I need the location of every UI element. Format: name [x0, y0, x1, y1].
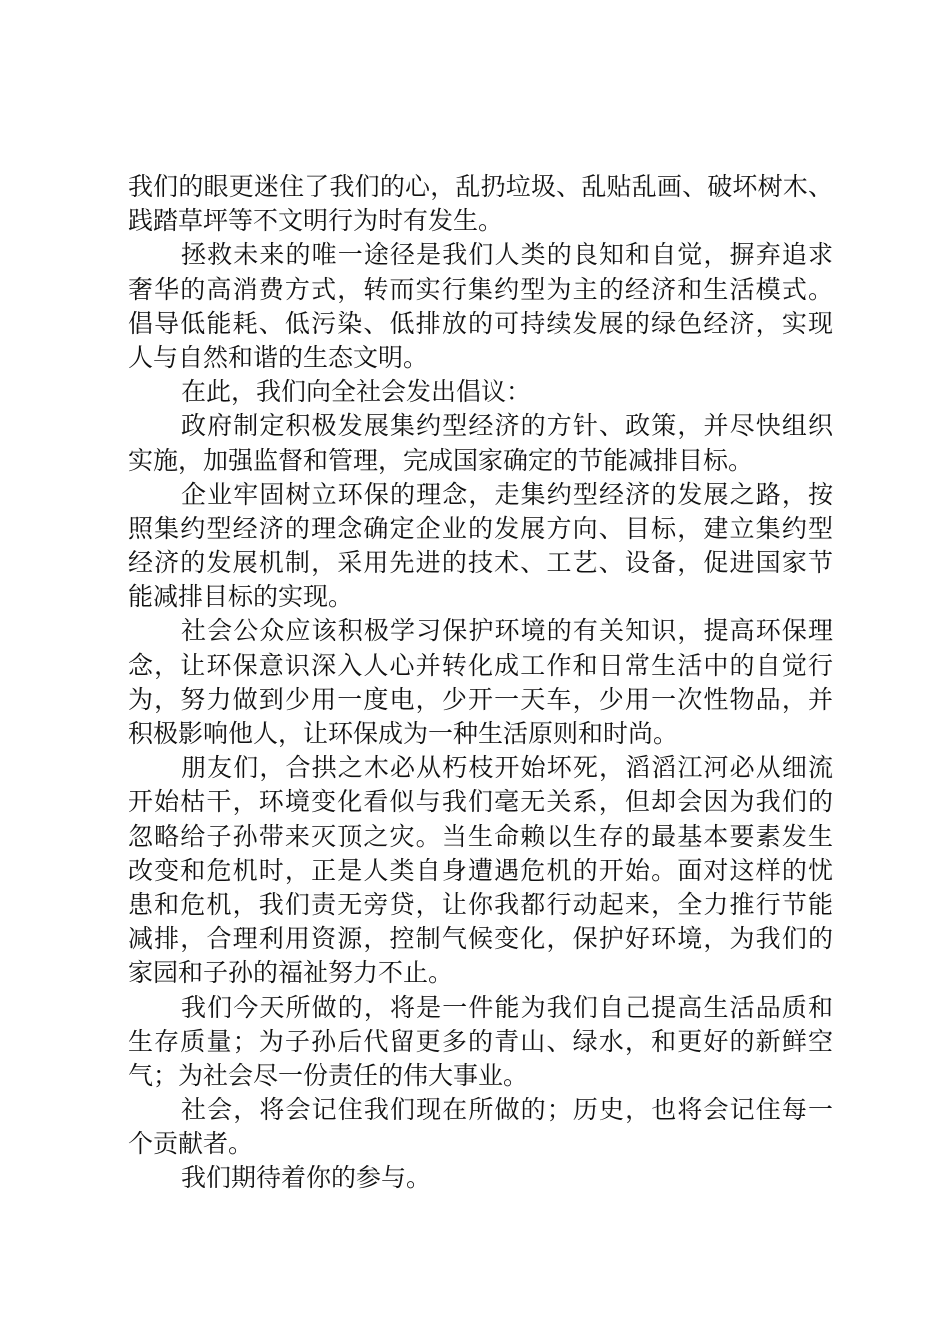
paragraph [128, 991, 833, 1094]
paragraph [128, 1093, 833, 1161]
text-line: 家园和子孙的福祉努力不止。 [128, 958, 454, 988]
text-line: 企业牢固树立环保的理念，走集约型经济的发展之路，按 [181, 479, 833, 509]
paragraph [128, 170, 833, 238]
text-line: 人与自然和谐的生态文明。 [128, 342, 429, 372]
document-page [128, 170, 833, 1196]
text-line: 朋友们，合拱之木必从朽枝开始坏死，滔滔江河必从细流 [181, 753, 833, 783]
text-line: 个贡献者。 [128, 1129, 254, 1159]
text-line: 我们期待着你的参与。 [181, 1163, 432, 1193]
paragraph [128, 1161, 833, 1195]
text-line: 念，让环保意识深入人心并转化成工作和日常生活中的自觉行 [128, 650, 833, 680]
text-line: 气；为社会尽一份责任的伟大事业。 [128, 1060, 529, 1090]
text-line: 在此，我们向全社会发出倡议： [181, 377, 532, 407]
paragraph [128, 751, 833, 990]
text-line: 社会公众应该积极学习保护环境的有关知识，提高环保理 [181, 616, 833, 646]
text-line: 开始枯干，环境变化看似与我们毫无关系，但却会因为我们的 [128, 787, 833, 817]
paragraph [128, 478, 833, 615]
paragraph [128, 375, 833, 409]
paragraph [128, 238, 833, 375]
text-line: 改变和危机时，正是人类自身遭遇危机的开始。面对这样的忧 [128, 855, 833, 885]
paragraph [128, 409, 833, 477]
text-line: 奢华的高消费方式，转而实行集约型为主的经济和生活模式。 [128, 274, 833, 304]
text-line: 我们的眼更迷住了我们的心，乱扔垃圾、乱贴乱画、破坏树木、 [128, 172, 833, 201]
text-line: 为，努力做到少用一度电，少开一天车，少用一次性物品，并 [128, 684, 833, 714]
text-line: 实施，加强监督和管理，完成国家确定的节能减排目标。 [128, 445, 754, 475]
text-line: 倡导低能耗、低污染、低排放的可持续发展的绿色经济，实现 [128, 308, 833, 338]
text-line: 减排，合理利用资源，控制气候变化，保护好环境，为我们的 [128, 924, 833, 954]
text-line: 践踏草坪等不文明行为时有发生。 [128, 206, 504, 236]
paragraph [128, 614, 833, 751]
text-line: 忽略给子孙带来灭顶之灾。当生命赖以生存的最基本要素发生 [128, 821, 833, 851]
text-line: 社会，将会记住我们现在所做的；历史，也将会记住每一 [181, 1095, 833, 1125]
text-line: 经济的发展机制，采用先进的技术、工艺、设备，促进国家节 [128, 548, 833, 578]
text-line: 能减排目标的实现。 [128, 582, 354, 612]
text-line: 积极影响他人，让环保成为一种生活原则和时尚。 [128, 719, 679, 748]
text-line: 照集约型经济的理念确定企业的发展方向、目标，建立集约型 [128, 513, 833, 543]
text-line: 拯救未来的唯一途径是我们人类的良知和自觉，摒弃追求 [181, 240, 833, 270]
text-line: 生存质量；为子孙后代留更多的青山、绿水，和更好的新鲜空 [128, 1026, 833, 1056]
text-line: 我们今天所做的，将是一件能为我们自己提高生活品质和 [181, 992, 833, 1022]
text-line: 政府制定积极发展集约型经济的方针、政策，并尽快组织 [181, 411, 833, 441]
text-line: 患和危机，我们责无旁贷，让你我都行动起来，全力推行节能 [128, 889, 833, 919]
